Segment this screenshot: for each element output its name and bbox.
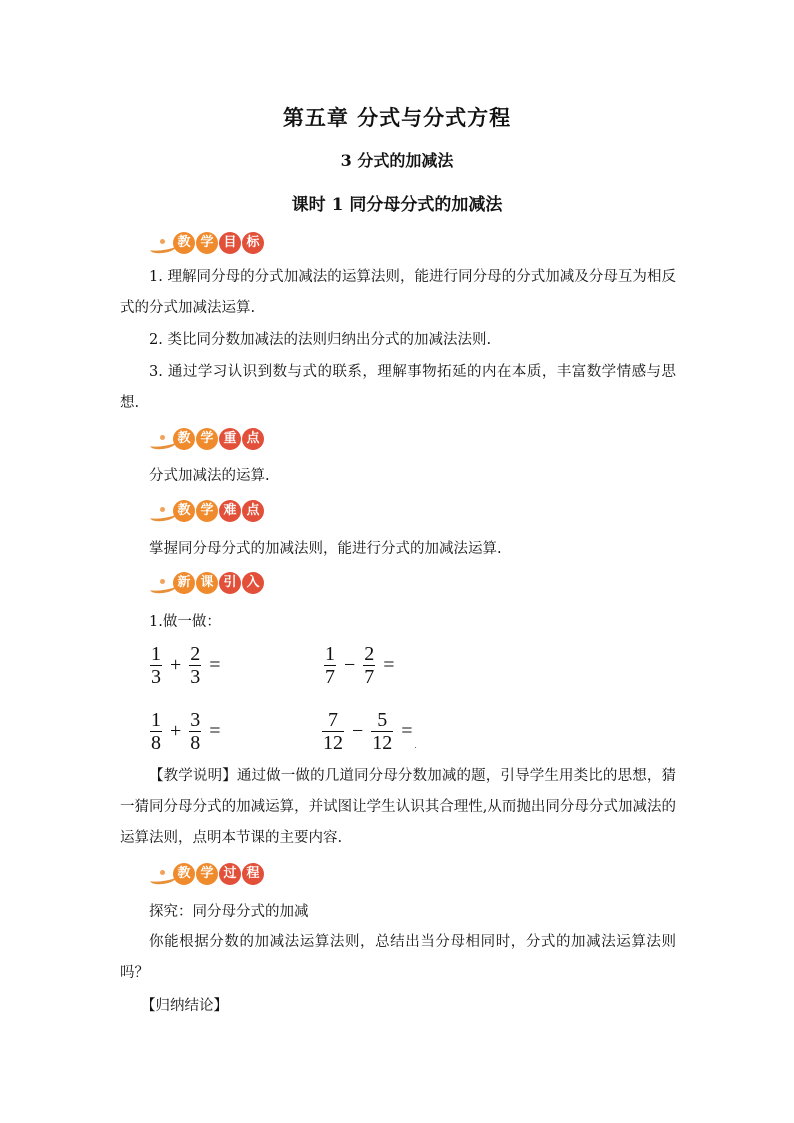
badge-char: 程 [242, 863, 264, 885]
badge-char: 新 [173, 572, 195, 594]
badge-char: 教 [173, 428, 195, 450]
badge-char: 学 [196, 500, 218, 522]
goal-item-3: 3. 通过学习认识到数与式的联系，理解事物拓延的内在本质，丰富数学情感与思想. [120, 364, 676, 411]
badge-char: 学 [196, 863, 218, 885]
goal-item-2: 2. 类比同分数加减法的法则归纳出分式的加减法法则. [149, 332, 492, 348]
badge-char: 教 [173, 863, 195, 885]
badge-char: 教 [173, 500, 195, 522]
teaching-note: 【教学说明】通过做一做的几道同分母分数加减的题，引导学生用类比的思想，猜一猜同分母分式的加减运算，并试图让学生认识其合理性,从而抛出同分母分式加减法的运算法则，点明本节课的主要内容. [120, 768, 676, 846]
lesson-title: 课时 1 同分母分式的加减法 [291, 195, 503, 215]
badge-char: 学 [196, 232, 218, 254]
exercise-3: $\frac{1}{8}$ + $\frac{3}{8}$ = [151, 708, 221, 754]
goal-item-1: 1. 理解同分母的分式加减法的运算法则，能进行同分母的分式加减及分母互为相反式的分式加减法运算. [120, 269, 676, 316]
difficulties-text: 掌握同分母分式的加减法则，能进行分式的加减法运算. [149, 541, 502, 557]
badge-char: 难 [219, 500, 241, 522]
exercise-1: $\frac{1}{3}$ + $\frac{2}{3}$ = [151, 642, 221, 688]
tail-mark: . [414, 741, 417, 750]
badge-char: 点 [242, 428, 264, 450]
fraction: $\frac{2}{7}$ [364, 642, 375, 688]
badge-char: 引 [219, 572, 241, 594]
badge-char: 入 [242, 572, 264, 594]
conclusion-heading: 【归纳结论】 [141, 998, 228, 1014]
badge-char: 点 [242, 500, 264, 522]
badge-char: 目 [219, 232, 241, 254]
fraction: $\frac{1}{3}$ [151, 642, 161, 688]
badge-char: 教 [173, 232, 195, 254]
explore-heading: 探究：同分母分式的加减 [149, 904, 309, 920]
intro-heading: 1.做一做： [149, 614, 221, 630]
fraction: $\frac{1}{7}$ [325, 642, 335, 688]
badge-char: 重 [219, 428, 241, 450]
badge-char: 标 [242, 232, 264, 254]
fraction: $\frac{3}{8}$ [190, 708, 201, 754]
badge-char: 学 [196, 428, 218, 450]
fraction: $\frac{7}{12}$ [323, 708, 343, 754]
exercise-2: $\frac{1}{7}$ − $\frac{2}{7}$ = [325, 642, 395, 688]
fraction: $\frac{2}{3}$ [190, 642, 201, 688]
key-points-text: 分式加减法的运算. [149, 468, 270, 484]
fraction: $\frac{1}{8}$ [151, 708, 161, 754]
chapter-title: 第五章 分式与分式方程 [282, 105, 512, 130]
explore-question: 你能根据分数的加减法运算法则，总结出当分母相同时，分式的加减法运算法则吗？ [120, 934, 676, 981]
badge-char: 课 [196, 572, 218, 594]
fraction: $\frac{5}{12}$ [372, 708, 393, 754]
section-title: 3 分式的加减法 [340, 151, 454, 170]
exercise-4: $\frac{7}{12}$ − $\frac{5}{12}$ = . [323, 708, 417, 754]
badge-char: 过 [219, 863, 241, 885]
